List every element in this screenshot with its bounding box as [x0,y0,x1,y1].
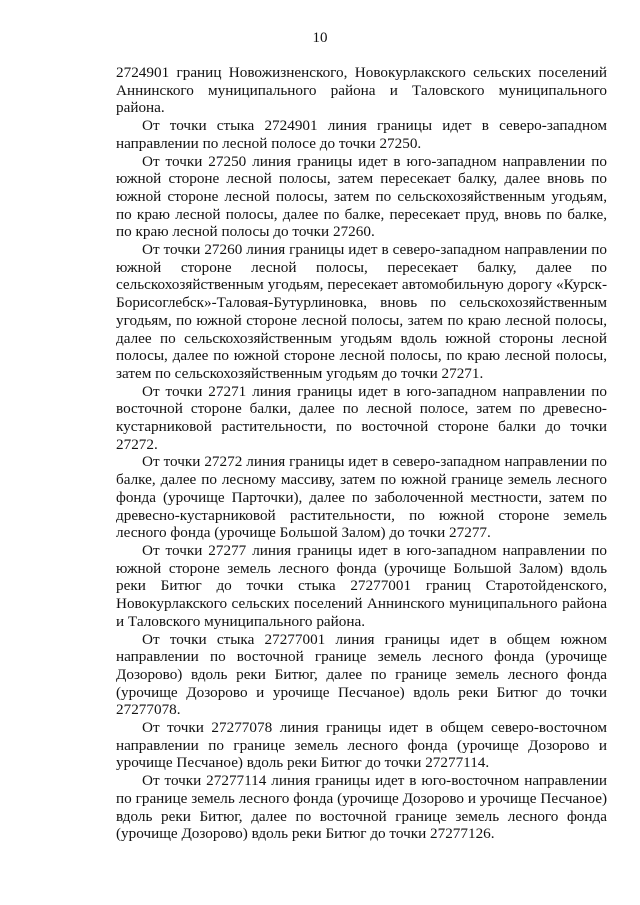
paragraph: От точки 27271 линия границы идет в юго-западном направлении по восточной стороне балки, далее по лесной полосе, затем по древесно-кустарниковой растительности, по восточной стороне балки до точки 27272. [116,382,607,453]
paragraph: От точки стыка 2724901 линия границы идет в северо-западном направлении по лесной полосе до точки 27250. [116,117,607,152]
page-number: 10 [312,30,328,46]
paragraph: От точки 27277078 линия границы идет в общем северо-восточном направлении по границе земель лесного фонда (урочище Дозорово и урочище Песчаное) вдоль реки Битюг до точки 27277114. [116,719,607,772]
paragraph: От точки 27250 линия границы идет в юго-западном направлении по южной стороне лесной полосы, затем пересекает балку, далее вновь по южной стороне лесной полосы, затем по сельскохозяйственным угодьям, по краю лесной полосы, далее по балке, пересекает пруд, вновь по балке, по краю лесной полосы до точки 27260. [116,152,607,241]
paragraph: От точки стыка 27277001 линия границы идет в общем южном направлении по восточной границе земель лесного фонда (урочище Дозорово) вдоль реки Битюг, далее по границе земель лесного фонда (урочище Дозорово и урочище Песчаное) вдоль реки Битюг до точки 27277078. [116,630,607,719]
document-body [116,64,607,843]
paragraph: 2724901 границ Новожизненского, Новокурлакского сельских поселений Аннинского муниципального района и Таловского муниципального района. [116,64,607,117]
paragraph: От точки 27277114 линия границы идет в юго-восточном направлении по границе земель лесного фонда (урочище Дозорово и урочище Песчаное) вдоль реки Битюг, далее по восточной границе земель лесного фонда (урочище Дозорово) вдоль реки Битюг до точки 27277126. [116,772,607,843]
paragraph: От точки 27277 линия границы идет в юго-западном направлении по южной стороне земель лесного фонда (урочище Большой Залом) вдоль реки Битюг до точки стыка 27277001 границ Старотойденского, Новокурлакского сельских поселений Аннинского муниципального района и Таловского муниципального района. [116,541,607,630]
paragraph: От точки 27260 линия границы идет в северо-западном направлении по южной стороне лесной полосы, пересекает балку, далее по сельскохозяйственным угодьям, пересекает автомобильную дорогу «Курск-Борисоглебск»-Таловая-Бутурлиновка, вновь по сельскохозяйственным угодьям, по южной стороне лесной полосы, затем по краю лесной полосы, далее по сельскохозяйственным угодьям вдоль южной стороны лесной полосы, далее по южной стороне лесной полосы, по краю лесной полосы, затем по сельскохозяйственным угодьям до точки 27271. [116,241,607,382]
paragraph: От точки 27272 линия границы идет в северо-западном направлении по балке, далее по лесному массиву, затем по южной границе земель лесного фонда (урочище Парточки), далее по заболоченной местности, затем по древесно-кустарниковой растительности, по южной стороне земель лесного фонда (урочище Большой Залом) до точки 27277. [116,453,607,542]
